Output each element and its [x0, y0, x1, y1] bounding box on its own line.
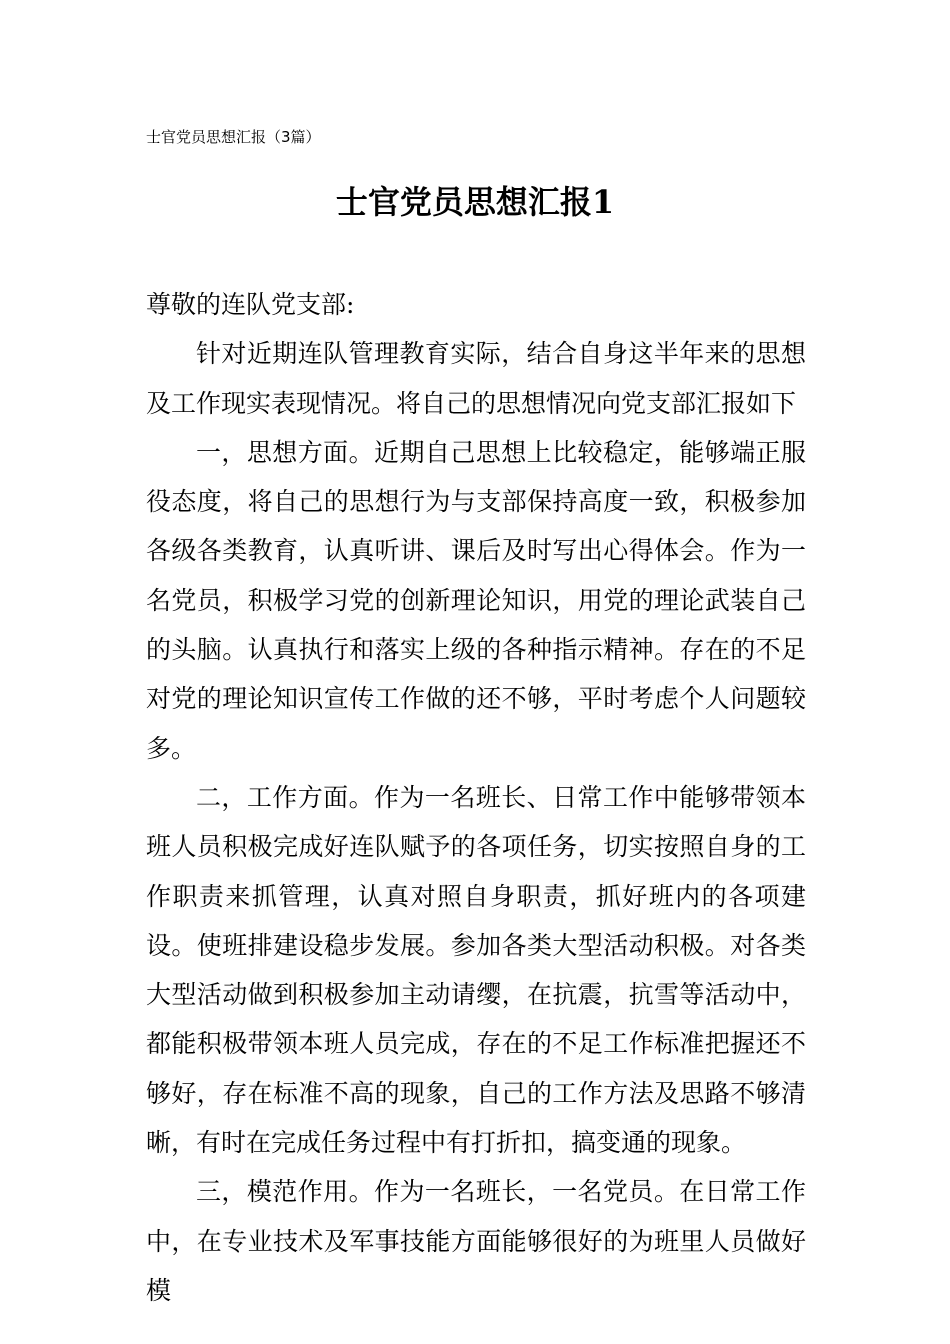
salutation: 尊敬的连队党支部: — [146, 290, 355, 319]
paragraph-thought: 一，思想方面。近期自己思想上比较稳定，能够端正服役态度，将自己的思想行为与支部保持高度一致，积极参加各级各类教育，认真听讲、课后及时写出心得体会。作为一名党员，积极学习党的创新理论知识，用党的理论武装自己的头脑。认真执行和落实上级的各种指示精神。存在的不足对党的理论知识宣传工作做的还不够，平时考虑个人问题较多。 — [146, 437, 806, 763]
document-title: 士官党员思想汇报1 — [335, 183, 615, 221]
document-body — [146, 280, 806, 1315]
document-header: 士官党员思想汇报（3篇） — [146, 128, 321, 146]
paragraph-role-model: 三，模范作用。作为一名班长，一名党员。在日常工作中，在专业技术及军事技能方面能够很好的为班里人员做好模 — [146, 1177, 806, 1305]
paragraph-work: 二，工作方面。作为一名班长、日常工作中能够带领本班人员积极完成好连队赋予的各项任务，切实按照自身的工作职责来抓管理，认真对照自身职责，抓好班内的各项建设。使班排建设稳步发展。参加各类大型活动积极。对各类大型活动做到积极参加主动请缨，在抗震，抗雪等活动中，都能积极带领本班人员完成，存在的不足工作标准把握还不够好，存在标准不高的现象，自己的工作方法及思路不够清晰，有时在完成任务过程中有打折扣，搞变通的现象。 — [146, 782, 806, 1158]
paragraph-intro: 针对近期连队管理教育实际，结合自身这半年来的思想及工作现实表现情况。将自己的思想情况向党支部汇报如下 — [146, 339, 806, 418]
